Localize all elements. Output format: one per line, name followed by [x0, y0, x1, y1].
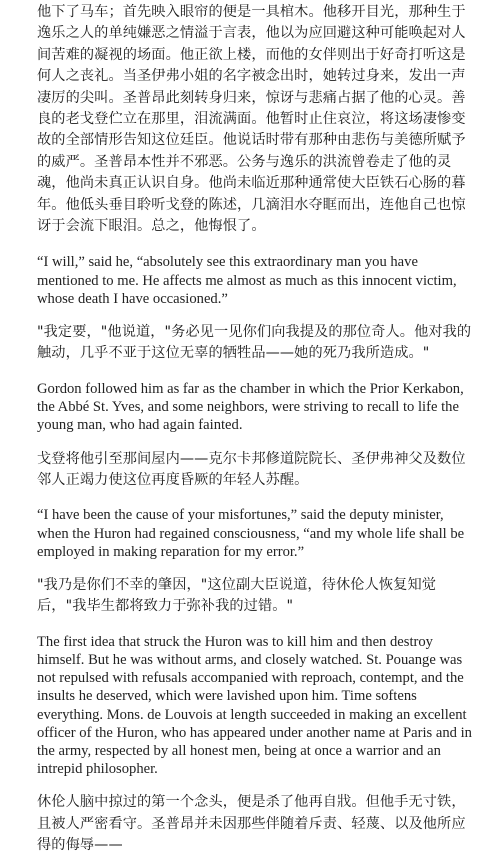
- paragraph-chinese-1: 他下了马车；首先映入眼帘的便是一具棺木。他移开目光，那种生于逸乐之人的单纯嫌恶之情溢于言表，他以为应回避这种可能唤起对人间苦难的凝视的场面。他正欲上楼，而他的女伴则出于好奇打听这是何人之丧礼。当圣伊弗小姐的名字被念出时，她转过身来，发出一声凄厉的尖叫。圣普昂此刻转身归来，惊讶与悲痛占据了他的心灵。善良的老戈登伫立在那里，泪流满面。他暂时止住哀泣，将这场凄惨变故的全部情形告知这位廷臣。他说话时带有那种由悲伤与美德所赋予的威严。圣普昂本性并不邪恶。公务与逸乐的洪流曾卷走了他的灵魂，他尚未真正认识自身。他尚未临近那种通常使大臣铁石心肠的暮年。他低头垂目聆听戈登的陈述，几滴泪水夺眶而出，连他自己也惊讶于会流下眼泪。总之，他悔恨了。: [37, 4, 466, 235]
- paragraph-chinese-2: "我定要，"他说道，"务必见一见你们向我提及的那位奇人。他对我的触动，几乎不亚于这位无辜的牺牲品——她的死乃我所造成。": [37, 324, 472, 362]
- paragraph-english-1: “I will,” said he, “absolutely see this extraordinary man you have mentioned to me. He affects me almost as much as this innocent victim, whose death I have occasioned.”: [37, 254, 457, 307]
- paragraph-english-4: The first idea that struck the Huron was to kill him and then destroy himself. But he was without arms, and closely watched. St. Pouange was not repulsed with refusals accompanied with reproach, contempt, and the insults he deserved, which were lavished upon him. Time softens everything. Mons. de Louvois at length succeeded in making an excellent officer of the Huron, who has appeared under another name at Paris and in the army, respected by all honest men, being at once a warrior and an intrepid philosopher.: [37, 633, 472, 778]
- paragraph-chinese-5: 休伦人脑中掠过的第一个念头，便是杀了他再自戕。但他手无寸铁，且被人严密看守。圣普昂并未因那些伴随着斥责、轻蔑、以及他所应得的侮辱——: [37, 794, 466, 854]
- paragraph-chinese-3: 戈登将他引至那间屋内——克尔卡邦修道院院长、圣伊弗神父及数位邻人正竭力使这位再度昏厥的年轻人苏醒。: [37, 450, 466, 488]
- paragraph-english-3: “I have been the cause of your misfortunes,” said the deputy minister, when the Huron had regained consciousness, “and my whole life shall be employed in making reparation for my error.”: [37, 507, 465, 560]
- paragraph-chinese-4: "我乃是你们不幸的肇因，"这位副大臣说道，待休伦人恢复知觉后，"我毕生都将致力于弥补我的过错。": [37, 576, 437, 615]
- paragraph-english-2: Gordon followed him as far as the chamber in which the Prior Kerkabon, the Abbé St. Yves, and some neighbors, were striving to recall to life the young man, who had again fainted.: [37, 380, 464, 434]
